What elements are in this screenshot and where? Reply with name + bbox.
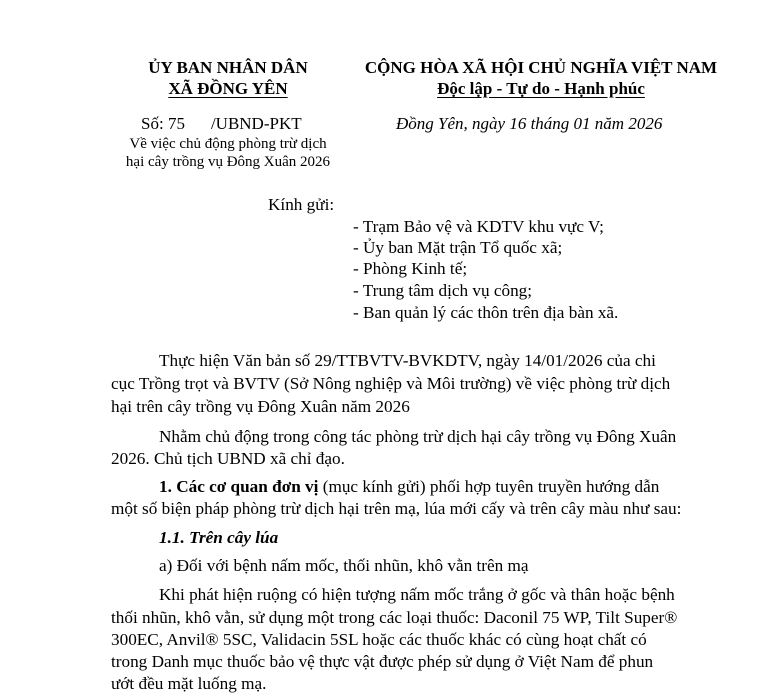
- paragraph-4-line: trong Danh mục thuốc bảo vệ thực vật được phép sử dụng ở Việt Nam để phun: [111, 652, 654, 671]
- document-number-value: 75: [167, 114, 185, 133]
- document-number-prefix: Số:: [141, 114, 168, 133]
- recipient-item: - Trung tâm dịch vụ công;: [353, 281, 533, 300]
- document-number: [141, 114, 302, 134]
- document-number-suffix: /UBND-PKT: [210, 114, 302, 133]
- org-name-line2: XÃ ĐỒNG YÊN: [168, 79, 288, 98]
- date-suffix: tháng 01 năm 2026: [526, 114, 663, 133]
- section-1-1-heading: 1.1. Trên cây lúa: [159, 528, 279, 547]
- paragraph-1-line: hại trên cây trồng vụ Đông Xuân năm 2026: [111, 397, 410, 416]
- recipient-item: - Ủy ban Mặt trận Tổ quốc xã;: [353, 238, 563, 257]
- date-day: 16: [509, 114, 527, 133]
- paragraph-4-line: 300EC, Anvil® 5SC, Validacin 5SL hoặc các thuốc khác có cùng hoạt chất có: [111, 630, 647, 649]
- paragraph-3-line: một số biện pháp phòng trừ dịch hại trên mạ, lúa mới cấy và trên cây màu như sau:: [111, 499, 682, 518]
- date-prefix: Đồng Yên, ngày: [396, 114, 510, 133]
- subject-line1: Về việc chủ động phòng trừ dịch: [129, 136, 327, 152]
- paragraph-4-line: ướt đều mặt luống mạ.: [111, 674, 267, 693]
- org-name-line1: ỦY BAN NHÂN DÂN: [148, 58, 308, 77]
- recipient-item: - Ban quản lý các thôn trên địa bàn xã.: [353, 303, 619, 322]
- recipients-label: Kính gửi:: [268, 195, 335, 214]
- paragraph-4-line: Khi phát hiện ruộng có hiện tượng nấm mốc trắng ở gốc và thân hoặc bệnh: [159, 585, 675, 604]
- paragraph-4-line: thối nhũn, khô vằn, sử dụng một trong các loại thuốc: Daconil 75 WP, Tilt Super®: [111, 608, 678, 627]
- national-motto: Độc lập - Tự do - Hạnh phúc: [437, 79, 645, 98]
- document-date: [396, 114, 662, 134]
- recipient-item: - Trạm Bảo vệ và KDTV khu vực V;: [353, 217, 604, 236]
- paragraph-1-line: cục Trồng trọt và BVTV (Sở Nông nghiệp và Môi trường) về việc phòng trừ dịch: [111, 374, 671, 393]
- paragraph-2-line: Nhằm chủ động trong công tác phòng trừ dịch hại cây trồng vụ Đông Xuân: [159, 427, 677, 446]
- section-1-heading: 1. Các cơ quan đơn vị: [159, 477, 319, 496]
- paragraph-1-line: Thực hiện Văn bản số 29/TTBVTV-BVKDTV, ngày 14/01/2026 của chi: [159, 351, 656, 370]
- paragraph-3-text: (mục kính gửi) phối hợp tuyên truyền hướng dẫn: [318, 477, 660, 496]
- paragraph-3-line: [159, 477, 659, 497]
- item-a-heading: a) Đối với bệnh nấm mốc, thối nhũn, khô vằn trên mạ: [159, 556, 529, 575]
- paragraph-2-line: 2026. Chủ tịch UBND xã chỉ đạo.: [111, 449, 345, 468]
- national-title: CỘNG HÒA XÃ HỘI CHỦ NGHĨA VIỆT NAM: [364, 58, 718, 77]
- recipient-item: - Phòng Kinh tế;: [353, 259, 468, 278]
- subject-line2: hại cây trồng vụ Đông Xuân 2026: [125, 154, 331, 170]
